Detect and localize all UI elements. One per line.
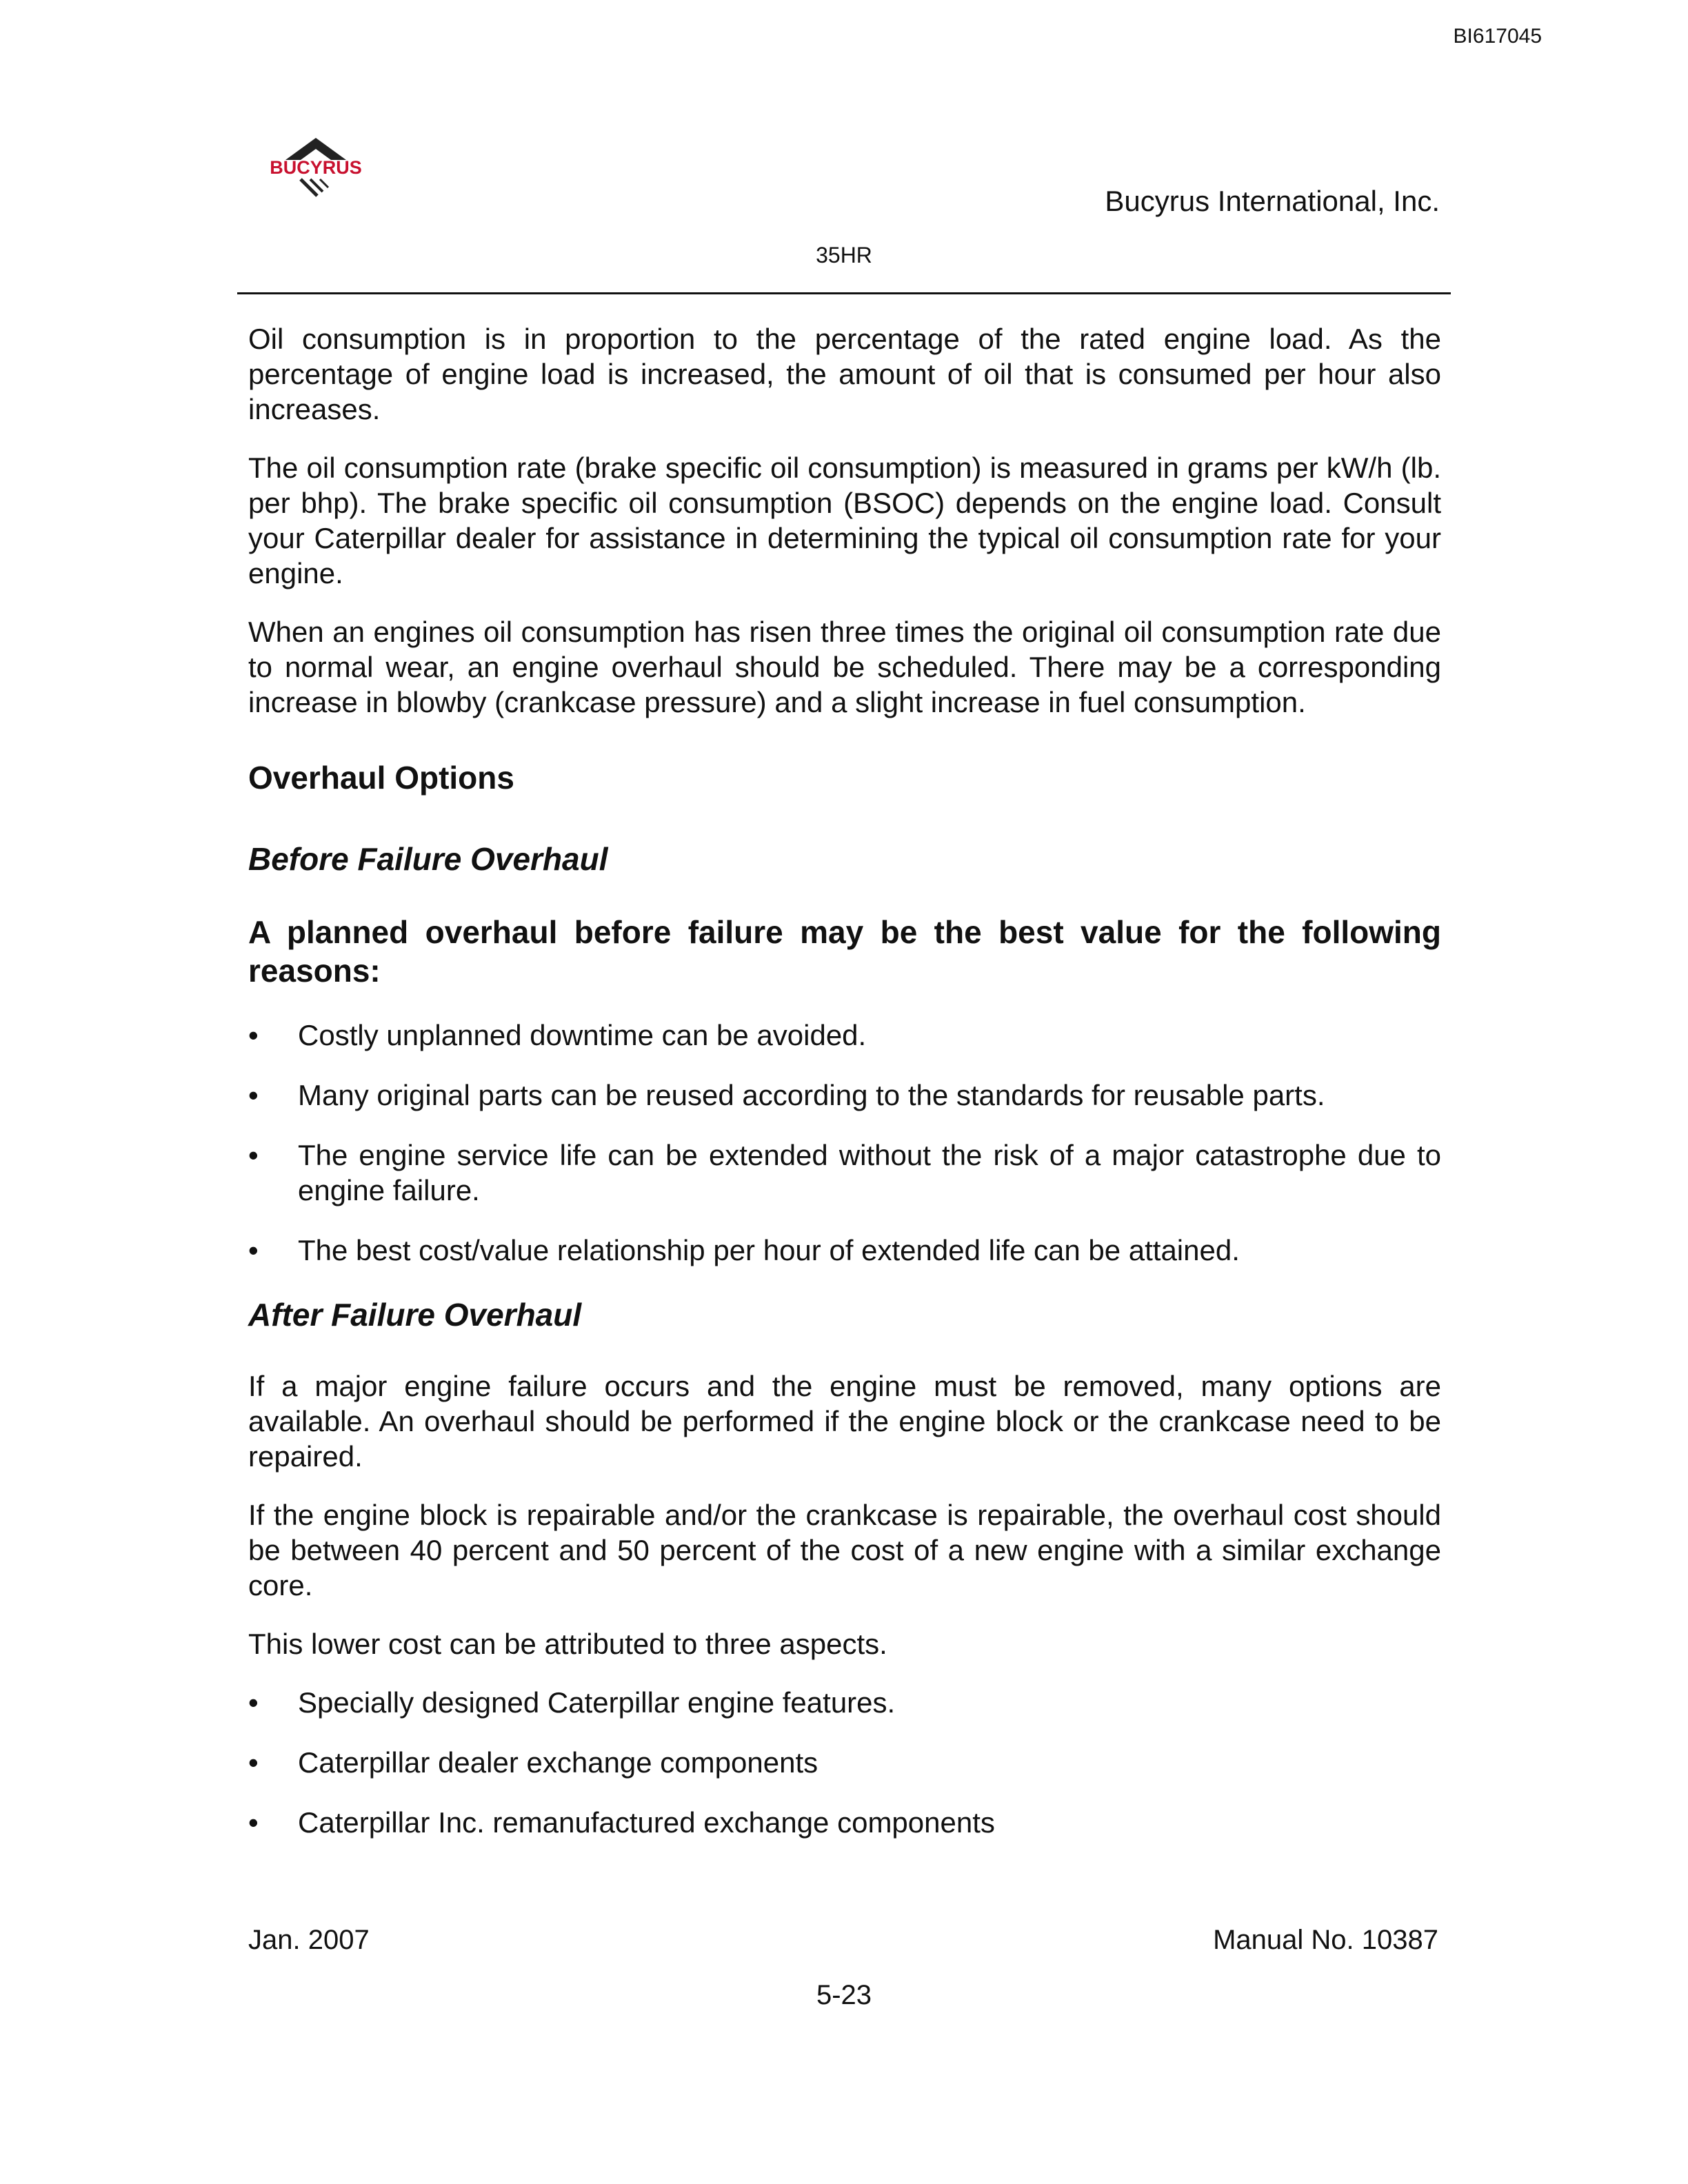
bullet-icon: • bbox=[248, 1746, 259, 1779]
list-item: • The best cost/value relationship per hour of extended life can be attained. bbox=[248, 1234, 1240, 1266]
bullet-icon: • bbox=[248, 1806, 259, 1839]
model-label: 35HR bbox=[816, 243, 872, 267]
bullet-icon: • bbox=[248, 1234, 259, 1266]
bullet-icon: • bbox=[248, 1079, 259, 1111]
list-item: • Specially designed Caterpillar engine features. bbox=[248, 1686, 896, 1719]
list-item: • Caterpillar dealer exchange components bbox=[248, 1746, 818, 1779]
heading-overhaul-options: Overhaul Options bbox=[248, 760, 514, 796]
paragraph-oil-consumption: Oil consumption is in proportion to the percentage of the rated engine load. As the percentage of engine load is increased, the amount of oil that is consumed per hour also increases. bbox=[248, 323, 1441, 425]
list-after-failure bbox=[248, 1685, 1441, 1840]
bullet-icon: • bbox=[248, 1686, 259, 1719]
paragraph-overhaul-trigger: When an engines oil consumption has risen three times the original oil consumption rate due to normal wear, an engine overhaul should be scheduled. There may be a corresponding increase in blowby (crankcase pressure) and a slight increase in fuel consumption. bbox=[248, 616, 1441, 718]
heading-after-failure: After Failure Overhaul bbox=[248, 1297, 582, 1333]
bucyrus-logo bbox=[258, 135, 374, 204]
page-number: 5-23 bbox=[816, 1980, 872, 2010]
bullet-icon: • bbox=[248, 1139, 259, 1171]
paragraph-overhaul-cost: If the engine block is repairable and/or the crankcase is repairable, the overhaul cost should be between 40 percent and 50 percent of the cost of a new engine with a similar exchange core. bbox=[248, 1499, 1441, 1601]
footer-date: Jan. 2007 bbox=[248, 1925, 370, 1955]
lead-before-failure: A planned overhaul before failure may be the best value for the following reasons: bbox=[248, 914, 1441, 989]
list-item: • Many original parts can be reused according to the standards for reusable parts. bbox=[248, 1079, 1325, 1111]
bullet-icon: • bbox=[248, 1019, 259, 1051]
header-divider bbox=[237, 292, 1451, 294]
heading-before-failure: Before Failure Overhaul bbox=[248, 841, 608, 877]
list-item: • Costly unplanned downtime can be avoided. bbox=[248, 1019, 867, 1051]
footer-manual-number: Manual No. 10387 bbox=[1213, 1925, 1438, 1955]
list-item: • The engine service life can be extended without the risk of a major catastrophe due to engine failure. bbox=[248, 1139, 1441, 1206]
document-id: BI617045 bbox=[1453, 25, 1542, 48]
logo-wordmark: BUCYRUS bbox=[270, 157, 362, 178]
paragraph-lower-cost: This lower cost can be attributed to three aspects. bbox=[248, 1628, 887, 1660]
paragraph-bsoc: The oil consumption rate (brake specific oil consumption) is measured in grams per kW/h (lb. per bhp). The brake specific oil consumption (BSOC) depends on the engine load. Consult your Caterpillar dealer for assistance in determining the typical oil consumption rate for your engine. bbox=[248, 452, 1441, 589]
list-item: • Caterpillar Inc. remanufactured exchange components bbox=[248, 1806, 995, 1839]
page-body bbox=[248, 321, 1441, 1868]
list-before-failure bbox=[248, 1018, 1441, 1268]
paragraph-major-failure: If a major engine failure occurs and the engine must be removed, many options are available. An overhaul should be performed if the engine block or the crankcase need to be repaired. bbox=[248, 1370, 1441, 1473]
company-name: Bucyrus International, Inc. bbox=[1105, 185, 1440, 217]
